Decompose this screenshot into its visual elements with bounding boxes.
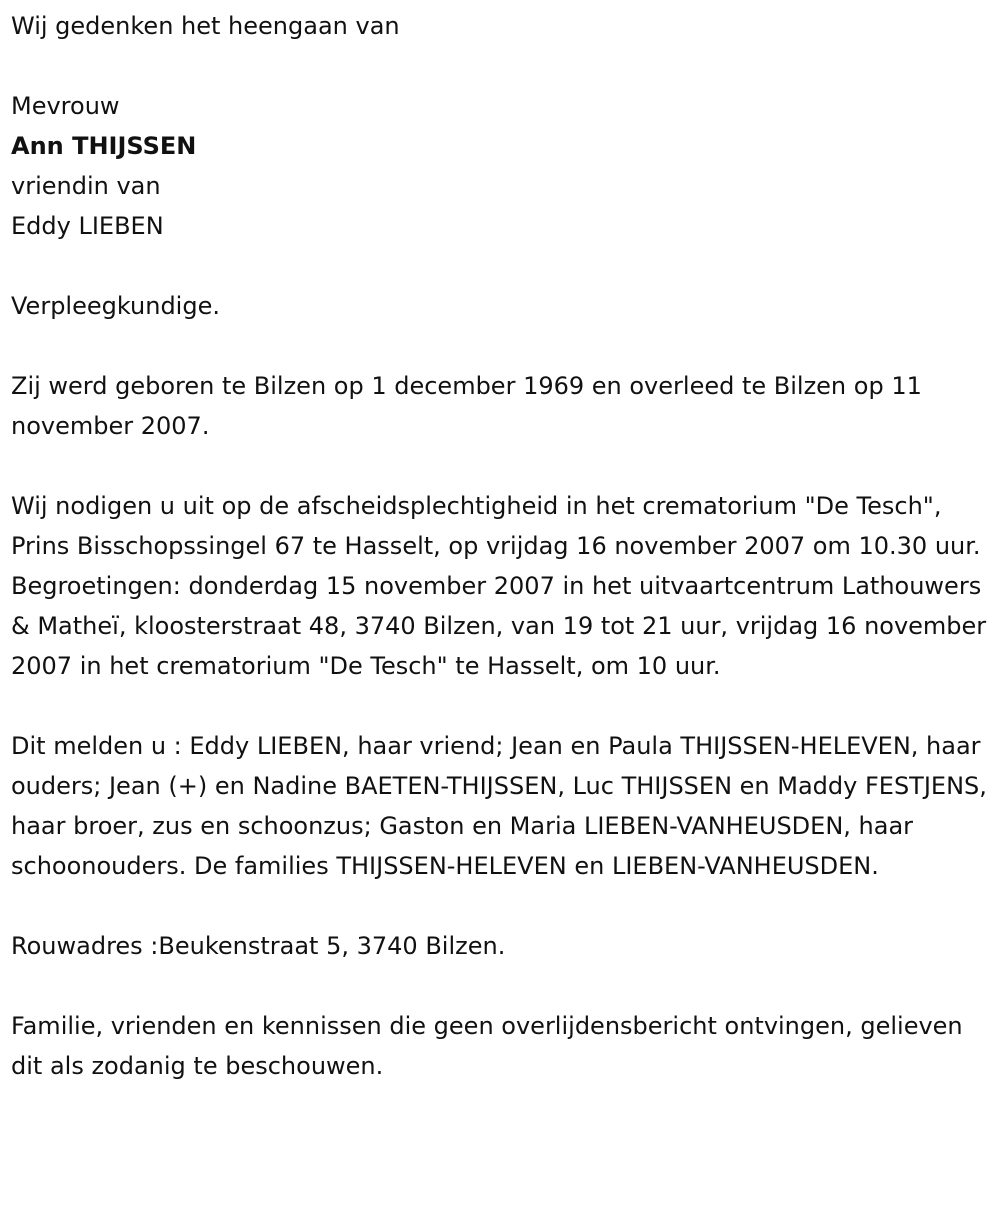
spacer	[11, 326, 988, 366]
spacer	[11, 966, 988, 1006]
intro-text: Wij gedenken het heengaan van	[11, 12, 400, 40]
salutation: Mevrouw	[11, 92, 120, 120]
relation-text: vriendin van	[11, 172, 161, 200]
closing-paragraph: Familie, vrienden en kennissen die geen overlijdensbericht ontvingen, gelieven dit als zodanig te beschouwen.	[11, 1012, 963, 1080]
spacer	[11, 446, 988, 486]
announced-by-paragraph: Dit melden u : Eddy LIEBEN, haar vriend; Jean en Paula THIJSSEN-HELEVEN, haar ouders; Jean (+) en Nadine BAETEN-THIJSSEN, Luc THIJSSEN en Maddy FESTJENS, haar broer, zus en schoonzus; Gaston en Maria LIEBEN-VANHEUSDEN, haar schoonouders. De families THIJSSEN-HELEVEN en LIEBEN-VANHEUSDEN.	[11, 732, 987, 880]
ceremony-paragraph: Wij nodigen u uit op de afscheidsplechtigheid in het crematorium "De Tesch", Prins Bisschopssingel 67 te Hasselt, op vrijdag 16 november 2007 om 10.30 uur. Begroetingen: donderdag 15 november 2007 in het uitvaartcentrum Lathouwers & Matheï, kloosterstraat 48, 3740 Bilzen, van 19 tot 21 uur, vrijdag 16 november 2007 in het crematorium "De Tesch" te Hasselt, om 10 uur.	[11, 492, 987, 680]
mourning-address: Rouwadres :Beukenstraat 5, 3740 Bilzen.	[11, 932, 506, 960]
deceased-name: Ann THIJSSEN	[11, 132, 197, 160]
partner-name: Eddy LIEBEN	[11, 212, 164, 240]
occupation: Verpleegkundige.	[11, 292, 220, 320]
birth-death-paragraph: Zij werd geboren te Bilzen op 1 december 1969 en overleed te Bilzen op 11 november 2007.	[11, 372, 922, 440]
spacer	[11, 246, 988, 286]
spacer	[11, 886, 988, 926]
spacer	[11, 686, 988, 726]
spacer	[11, 46, 988, 86]
